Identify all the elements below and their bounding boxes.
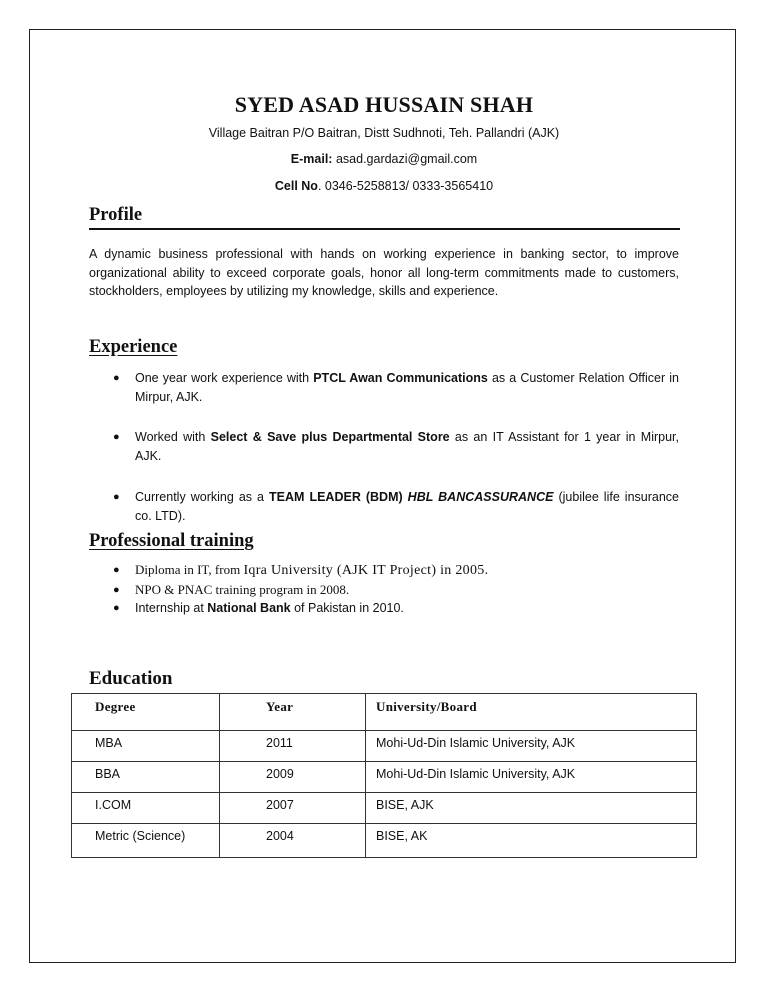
table-row <box>72 824 697 858</box>
column-header-year: Year <box>220 694 366 731</box>
profile-rule <box>89 228 680 230</box>
list-item: ● NPO & PNAC training program in 2008. <box>113 581 679 600</box>
email-line <box>0 152 768 166</box>
column-header-university: University/Board <box>366 694 697 731</box>
list-item: ● One year work experience with PTCL Awan Communications as a Customer Relation Officer in Mirpur, AJK. <box>113 371 679 404</box>
cell-university: BISE, AJK <box>366 793 697 824</box>
cell-line <box>0 179 768 193</box>
email-value[interactable]: asad.gardazi@gmail.com <box>332 152 478 166</box>
cell-value: . 0346-5258813/ 0333-3565410 <box>317 179 494 193</box>
education-heading: Education <box>89 668 173 689</box>
cell-degree: MBA <box>72 731 220 762</box>
table-row <box>72 762 697 793</box>
cell-year: 2007 <box>220 793 366 824</box>
list-item: ● Internship at National Bank of Pakistan in 2010. <box>113 599 679 618</box>
cell-university: BISE, AK <box>366 824 697 858</box>
training-heading: Professional training <box>89 531 254 551</box>
cell-degree: BBA <box>72 762 220 793</box>
cell-degree: Metric (Science) <box>72 824 220 858</box>
cell-label: Cell No <box>274 179 318 193</box>
cell-year: 2009 <box>220 762 366 793</box>
profile-text: A dynamic business professional with hands on working experience in banking sector, to improve organizational ability to exceed corporate goals, honor all long-term commitments made to customers, stockholders, employees by utilizing my knowledge, skills and experience. <box>89 247 679 299</box>
bullet-icon: ● <box>113 490 120 503</box>
table-header-row <box>72 694 697 731</box>
cell-university: Mohi-Ud-Din Islamic University, AJK <box>366 762 697 793</box>
education-table <box>71 693 697 858</box>
bullet-icon: ● <box>113 431 120 444</box>
candidate-name: SYED ASAD HUSSAIN SHAH <box>234 92 534 117</box>
bullet-icon: ● <box>113 564 120 576</box>
cell-degree: I.COM <box>72 793 220 824</box>
cell-university: Mohi-Ud-Din Islamic University, AJK <box>366 731 697 762</box>
cell-year: 2011 <box>220 731 366 762</box>
table-row <box>72 731 697 762</box>
list-item: ● Currently working as a TEAM LEADER (BDM) HBL BANCASSURANCE (jubilee life insurance co. LTD). <box>113 489 679 523</box>
training-list <box>113 561 679 618</box>
column-header-degree: Degree <box>72 694 220 731</box>
email-label: E-mail: <box>290 152 333 166</box>
cell-year: 2004 <box>220 824 366 858</box>
experience-heading: Experience <box>89 337 178 357</box>
profile-heading: Profile <box>89 205 143 225</box>
table-row <box>72 793 697 824</box>
list-item: ● Worked with Select & Save plus Departmental Store as an IT Assistant for 1 year in Mirpur, AJK. <box>113 430 679 464</box>
bullet-icon: ● <box>113 602 120 615</box>
experience-list <box>113 369 679 547</box>
bullet-icon: ● <box>113 372 120 384</box>
address-line: Village Baitran P/O Baitran, Distt Sudhnoti, Teh. Pallandri (AJK) <box>208 126 560 140</box>
bullet-icon: ● <box>113 583 120 596</box>
list-item: ● Diploma in IT, from Iqra University (AJK IT Project) in 2005. <box>113 562 489 578</box>
